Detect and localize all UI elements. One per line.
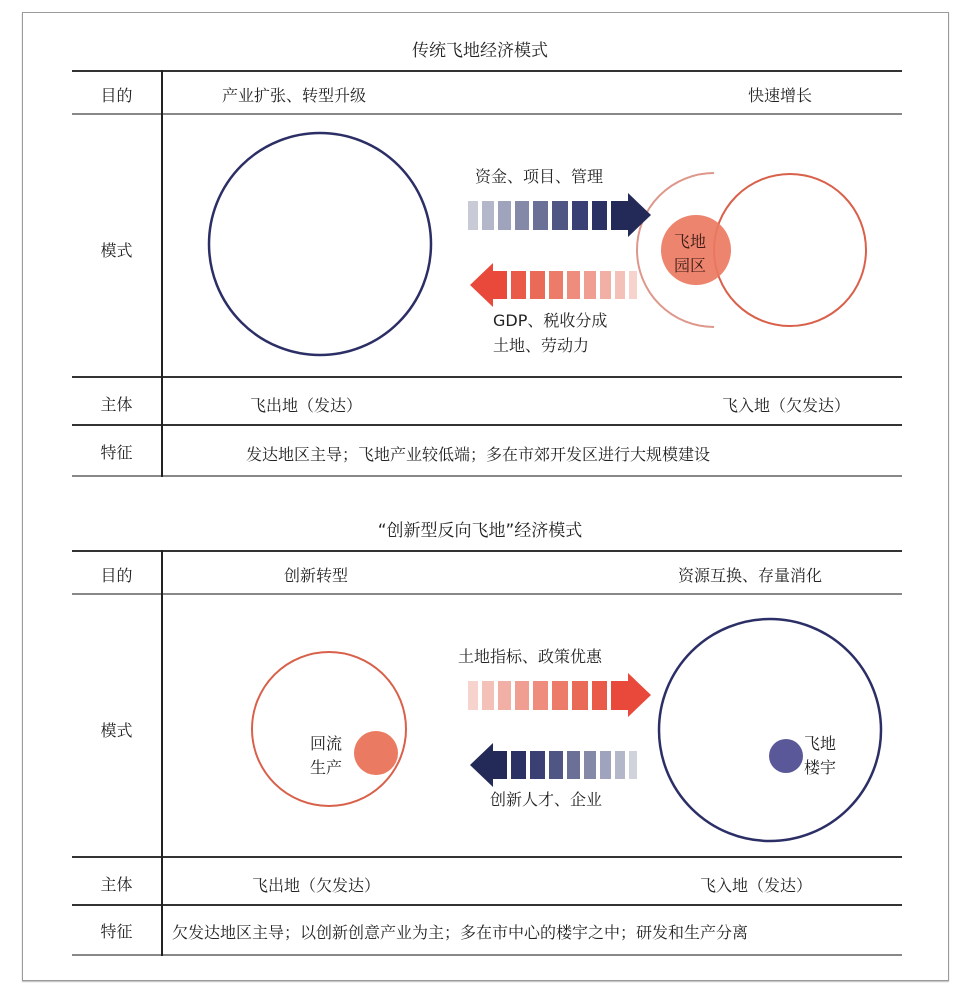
subject-right: 飞入地（发达） [700, 876, 813, 895]
enclave-label-1: 飞地 [674, 232, 707, 251]
purpose-left: 创新转型 [284, 566, 349, 585]
enclave-label-2: 园区 [674, 256, 707, 275]
row-label-mode: 模式 [100, 721, 133, 740]
source-region-circle [209, 133, 431, 355]
purpose-right: 快速增长 [748, 86, 813, 105]
arrow-left-navy [470, 743, 637, 787]
return-label-2: 生产 [310, 758, 343, 777]
source-region-circle [252, 652, 406, 806]
row-label-subject: 主体 [100, 875, 133, 894]
feature-text: 发达地区主导；飞地产业较低端；多在市郊开发区进行大规模建设 [246, 445, 711, 464]
enclave-building-label-2: 楼宇 [804, 758, 837, 777]
traditional-title: 传统飞地经济模式 [412, 41, 548, 61]
purpose-left: 产业扩张、转型升级 [222, 86, 367, 105]
return-label-1: 回流 [310, 734, 343, 753]
row-label-mode: 模式 [100, 241, 133, 260]
reverse-title: “创新型反向飞地”经济模式 [377, 521, 583, 541]
flow-label-land: 土地、劳动力 [493, 336, 590, 355]
row-label-feature: 特征 [100, 443, 133, 462]
flow-label-gdp: GDP、税收分成 [493, 311, 608, 330]
arrow-left-red [470, 263, 637, 307]
flow-label-capital: 资金、项目、管理 [475, 167, 604, 186]
flow-label-talent: 创新人才、企业 [490, 790, 603, 809]
subject-right: 飞入地（欠发达） [722, 396, 851, 415]
arrow-right-navy [468, 193, 651, 237]
purpose-right: 资源互换、存量消化 [678, 566, 823, 585]
row-label-feature: 特征 [100, 922, 133, 941]
enclave-building-dot [769, 739, 803, 773]
arrow-right-red [468, 673, 651, 717]
target-region-circle [714, 174, 866, 326]
subject-left: 飞出地（欠发达） [252, 876, 381, 895]
feature-text: 欠发达地区主导；以创新创意产业为主；多在市中心的楼宇之中；研发和生产分离 [172, 923, 749, 942]
row-label-purpose: 目的 [100, 566, 133, 585]
row-label-purpose: 目的 [100, 86, 133, 105]
flow-label-land-policy: 土地指标、政策优惠 [458, 647, 603, 666]
enclave-building-label-1: 飞地 [804, 734, 837, 753]
subject-left: 飞出地（发达） [250, 396, 363, 415]
return-production-circle [354, 731, 398, 775]
row-label-subject: 主体 [100, 395, 133, 414]
target-region-circle [659, 619, 881, 841]
